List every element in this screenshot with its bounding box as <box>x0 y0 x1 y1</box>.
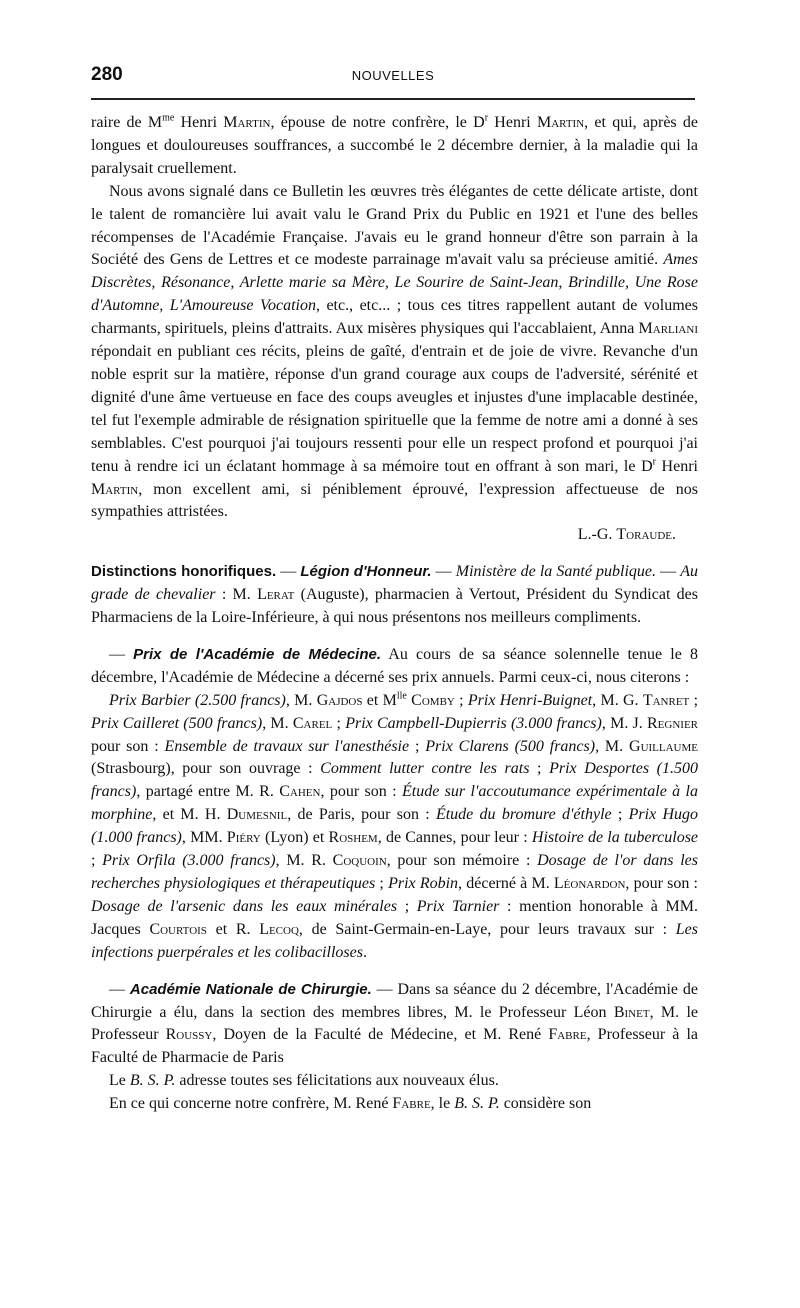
page-header <box>91 62 695 90</box>
obituary-paragraph-1: raire de $M^{me}$ Henri Martin, épouse de notre confrère, le $D^r$ Henri Martin, et qui, après de longues et douloureuses souffrances, a succombé le 2 décembre dernier, à la maladie qui la paralysait cruellement. <box>91 112 698 177</box>
header-rule <box>91 98 695 100</box>
page-number: 280 <box>91 64 123 85</box>
prix-academie-medecine: — Prix de l'Académie de Médecine. Au cours de sa séance solennelle tenue le 8 décembre, l'Académie de Médecine a décerné ses prix annuels. Parmi ceux-ci, nous citerons : <box>91 645 698 686</box>
bsp-felicitations: Le B. S. P. adresse toutes ses félicitations aux nouveaux élus. <box>109 1072 499 1090</box>
fabre-paragraph: En ce qui concerne notre confrère, M. René Fabre, le B. S. P. considère son <box>109 1095 592 1113</box>
academie-chirurgie: — Académie Nationale de Chirurgie. — Dans sa séance du 2 décembre, l'Académie de Chirurgie a élu, dans la section des membres libres, M. le Professeur Léon Binet, M. le Professeur Roussy, Doyen de la Faculté de Médecine, et M. René Fabre, Professeur à la Faculté de Pharmacie de Paris <box>91 980 699 1067</box>
article-body <box>91 112 698 1116</box>
section-heading: Distinctions honorifiques. <box>91 563 277 581</box>
distinctions-section: Distinctions honorifiques. — Légion d'Honneur. — Ministère de la Santé publique. — Au grade de chevalier : M. Lerat (Auguste), pharmacien à Vertout, Président du Syndicat des Pharmaciens de la Loire-Inférieure, à qui nous présentons nos meilleurs compliments. <box>91 563 699 627</box>
running-title: NOUVELLES <box>351 68 435 83</box>
signature: L.-G. Toraude. <box>577 526 676 544</box>
obituary-paragraph-2: Nous avons signalé dans ce Bulletin les œuvres très élégantes de cette délicate artiste, dont le talent de romancière lui avait valu le Grand Prix du Public en 1921 et l'une des belles récompenses de l'Académie Française. J'avais eu le grand honneur d'être son parrain à la Société des Gens de Lettres et ce modeste parrainage m'avait valu sa précieuse amitié. Ames Discrètes, Résonance, Arlette marie sa Mère, Le Sourire de Saint-Jean, Brindille, Une Rose d'Automne, L'Amoureuse Vocation, etc., etc... ; tous ces titres rappellent autant de volumes charmants, spirituels, pleins d'attraits. Aux misères physiques qui l'accablaient, Anna Marliani répondait en publiant ces récits, pleins de gaîté, d'entrain et de joie de vivre. Revanche d'un noble esprit sur la matière, réponse d'un grand courage aux coups de l'adversité, sérénité et dignité d'une âme vertueuse en face des coups aveugles et injustes d'une implacable destinée, tel fut l'exemple admirable de résignation spirituelle que la femme de notre ami a donné à ses semblables. C'est pourquoi j'ai toujours ressenti pour elle un respect profond et pourquoi j'ai tenu à rendre ici un éclatant hommage à sa mémoire tout en offrant à son mari, le $D^r$ Henri Martin, mon excellent ami, si péniblement éprouvé, l'expression affectueuse de nos sympathies attristées. <box>91 182 699 521</box>
section-heading: Prix de l'Académie de Médecine. <box>133 645 382 663</box>
section-heading: Académie Nationale de Chirurgie. <box>129 980 372 998</box>
prix-list: Prix Barbier (2.500 francs), M. Gajdos et $M^{lle}$ Comby ; Prix Henri-Buignet, M. G. Tanret ; Prix Cailleret (500 francs), M. Carel ; Prix Campbell-Dupierris (3.000 francs), M. J. Regnier pour son : Ensemble de travaux sur l'anesthésie ; Prix Clarens (500 francs), M. Guillaume (Strasbourg), pour son ouvrage : Comment lutter contre les rats ; Prix Desportes (1.500 francs), partagé entre M. R. Cahen, pour son : Étude sur l'accoutumance expérimentale à la morphine, et M. H. Dumesnil, de Paris, pour son : Étude du bromure d'éthyle ; Prix Hugo (1.000 francs), MM. Piéry (Lyon) et Roshem, de Cannes, pour leur : Histoire de la tuberculose ; Prix Orfila (3.000 francs), M. R. Coquoin, pour son mémoire : Dosage de l'or dans les recherches physiologiques et thérapeutiques ; Prix Robin, décerné à M. Léonardon, pour son : Dosage de l'arsenic dans les eaux minérales ; Prix Tarnier : mention honorable à MM. Jacques Courtois et R. Lecoq, de Saint-Germain-en-Laye, pour leurs travaux sur : Les infections puerpérales et les colibacilloses. <box>91 690 699 961</box>
